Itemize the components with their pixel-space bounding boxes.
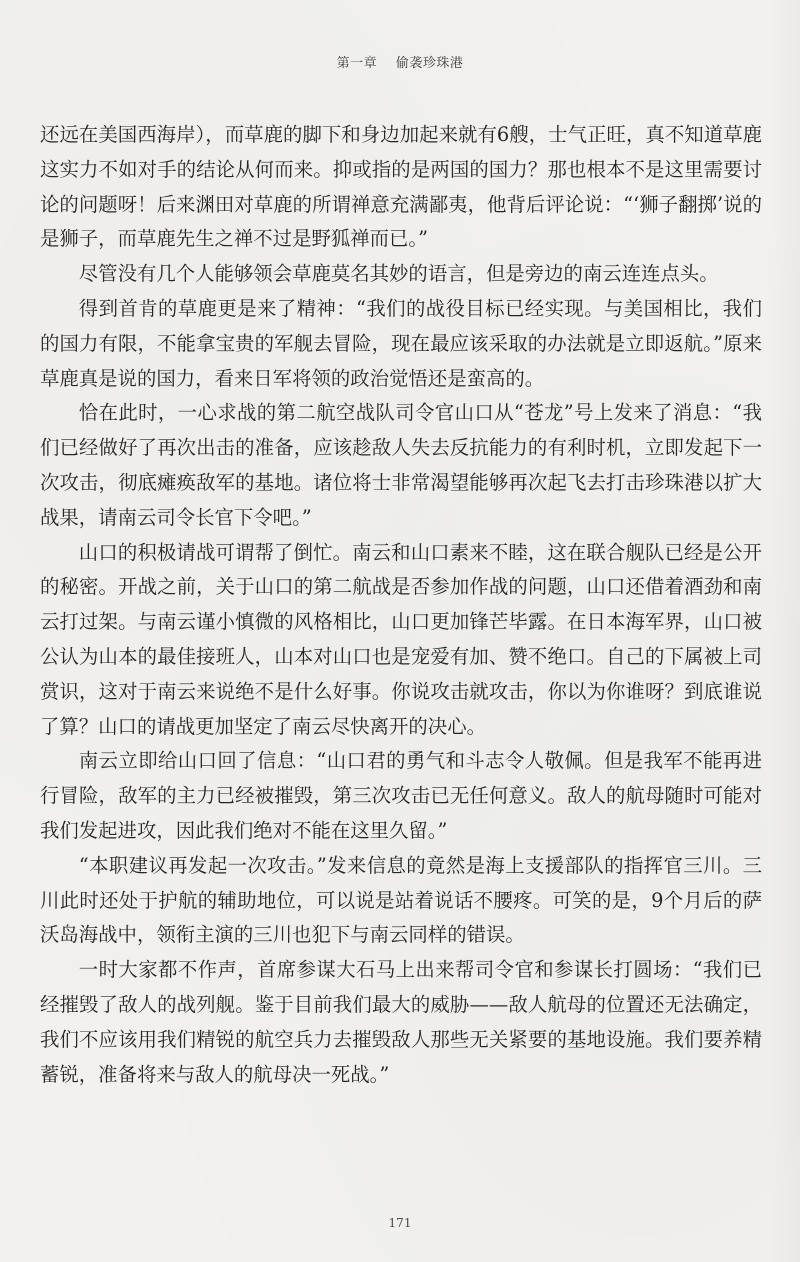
paragraph: 得到首肯的草鹿更是来了精神：“我们的战役目标已经实现。与美国相比，我们的国力有限，不能拿宝贵的军舰去冒险，现在最应该采取的办法就是立即返航。”原来草鹿真是说的国力，看来日军将领的政治觉悟还是蛮高的。 — [40, 296, 762, 390]
paragraph: 尽管没有几个人能够领会草鹿莫名其妙的语言，但是旁边的南云连连点头。 — [78, 262, 719, 286]
paragraph: 山口的积极请战可谓帮了倒忙。南云和山口素来不睦，这在联合舰队已经是公开的秘密。开战之前，关于山口的第二航战是否参加作战的问题，山口还借着酒劲和南云打过架。与南云谨小慎微的风格相比，山口更加锋芒毕露。在日本海军界，山口被公认为山本的最佳接班人，山本对山口也是宠爱有加、赞不绝口。自己的下属被上司赏识，这对于南云来说绝不是什么好事。你说攻击就攻击，你以为你谁呀？到底谁说了算？山口的请战更加坚定了南云尽快离开的决心。 — [40, 540, 762, 738]
paragraph: 南云立即给山口回了信息：“山口君的勇气和斗志令人敬佩。但是我军不能再进行冒险，敌军的主力已经被摧毁，第三次攻击已无任何意义。敌人的航母随时可能对我们发起进攻，因此我们绝对不能在这里久留。” — [40, 749, 762, 842]
chapter-title: 偷袭珍珠港 — [395, 56, 464, 71]
page-edge-shadow — [770, 0, 800, 1262]
chapter-number: 第一章 — [336, 56, 378, 71]
paragraph: 恰在此时，一心求战的第二航空战队司令官山口从“苍龙”号上发来了消息：“我们已经做好了再次出击的准备，应该趁敌人失去反抗能力的有利时机，立即发起下一次攻击，彻底瘫痪敌军的基地。诸位将士非常渴望能够再次起飞去打击珍珠港以扩大战果，请南云司令长官下令吧。” — [40, 401, 762, 529]
paragraph: 一时大家都不作声，首席参谋大石马上出来帮司令官和参谋长打圆场：“我们已经摧毁了敌人的战列舰。鉴于目前我们最大的威胁——敌人航母的位置还无法确定，我们不应该用我们精锐的航空兵力去摧毁敌人那些无关紧要的基地设施。我们要养精蓄锐，准备将来与敌人的航母决一死战。” — [40, 958, 762, 1086]
page-number: 171 — [388, 1216, 412, 1230]
body-text — [40, 118, 762, 1092]
paragraph: 还远在美国西海岸），而草鹿的脚下和身边加起来就有6艘，士气正旺，真不知道草鹿这实力不如对手的结论从何而来。抑或指的是两国的国力？那也根本不是这里需要讨论的问题呀！后来渊田对草鹿的所谓禅意充满鄙夷，他背后评论说：“‘狮子翻掷’说的是狮子，而草鹿先生之禅不过是野狐禅而已。” — [40, 123, 762, 251]
paragraph: “本职建议再发起一次攻击。”发来信息的竟然是海上支援部队的指挥官三川。三川此时还处于护航的辅助地位，可以说是站着说话不腰疼。可笑的是，9个月后的萨沃岛海战中，领衔主演的三川也犯下与南云同样的错误。 — [40, 853, 762, 947]
running-header — [0, 52, 800, 71]
